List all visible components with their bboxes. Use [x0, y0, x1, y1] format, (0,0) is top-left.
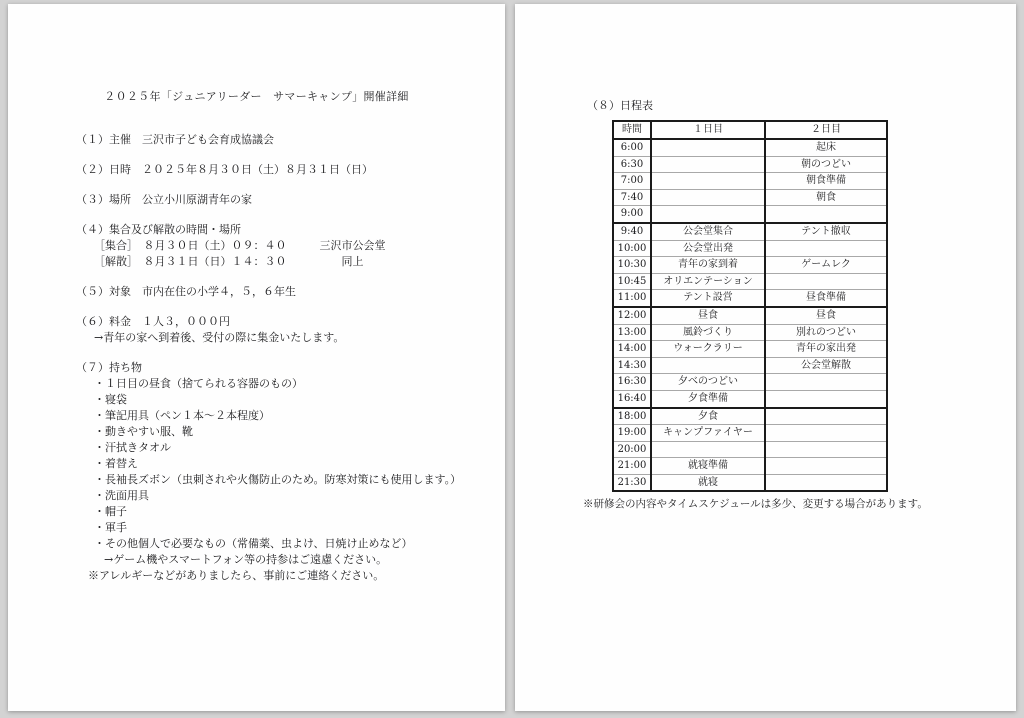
cell-day1: 夕食準備 — [651, 390, 765, 407]
cell-day2: 朝食 — [765, 189, 887, 206]
doc-line: ［解散］ ８月３１日（日）１４：３０ 同上 — [94, 255, 364, 268]
cell-day1 — [651, 357, 765, 374]
cell-day2 — [765, 390, 887, 407]
doc-line: ・長袖長ズボン（虫刺されや火傷防止のため。防寒対策にも使用します。） — [94, 473, 462, 486]
cell-day2: 公会堂解散 — [765, 357, 887, 374]
cell-day2: 青年の家出発 — [765, 341, 887, 358]
cell-time: 13:00 — [613, 324, 651, 341]
cell-day1 — [651, 139, 765, 156]
cell-day2: 朝食準備 — [765, 173, 887, 190]
table-header-row — [613, 121, 887, 139]
document-title: ２０２５年「ジュニアリーダー サマーキャンプ」開催詳細 — [104, 90, 409, 103]
cell-day2 — [765, 374, 887, 391]
cell-day2 — [765, 458, 887, 475]
cell-time: 6:00 — [613, 139, 651, 156]
table-row — [613, 458, 887, 475]
cell-day2: テント撤収 — [765, 223, 887, 240]
col-header-day2: ２日目 — [765, 121, 887, 139]
table-row — [613, 441, 887, 458]
table-row — [613, 357, 887, 374]
table-row — [613, 173, 887, 190]
table-row — [613, 257, 887, 274]
cell-day1: 公会堂出発 — [651, 240, 765, 257]
cell-time: 11:00 — [613, 290, 651, 307]
doc-line: ・着替え — [94, 457, 138, 470]
doc-line: （５）対象 市内在住の小学４，５，６年生 — [76, 285, 296, 298]
table-row — [613, 474, 887, 491]
table-row — [613, 341, 887, 358]
cell-time: 7:40 — [613, 189, 651, 206]
schedule-table — [612, 120, 888, 492]
table-row — [613, 273, 887, 290]
cell-day2: 別れのつどい — [765, 324, 887, 341]
doc-line: （１）主催 三沢市子ども会育成協議会 — [76, 133, 274, 146]
cell-day1: 公会堂集合 — [651, 223, 765, 240]
doc-line: →ゲーム機やスマートフォン等の持参はご遠慮ください。 — [104, 553, 388, 566]
schedule-table-body — [613, 139, 887, 491]
cell-time: 21:00 — [613, 458, 651, 475]
cell-time: 7:00 — [613, 173, 651, 190]
cell-day2: ゲームレク — [765, 257, 887, 274]
doc-line: ・寝袋 — [94, 393, 127, 406]
cell-day1: 青年の家到着 — [651, 257, 765, 274]
cell-time: 10:30 — [613, 257, 651, 274]
cell-day1: ウォークラリー — [651, 341, 765, 358]
table-row — [613, 307, 887, 324]
table-row — [613, 290, 887, 307]
doc-line: ・その他個人で必要なもの（常備薬、虫よけ、日焼け止めなど） — [94, 537, 413, 550]
table-row — [613, 189, 887, 206]
schedule-footnote: ※研修会の内容やタイムスケジュールは多少、変更する場合があります。 — [583, 498, 928, 511]
cell-day2: 昼食準備 — [765, 290, 887, 307]
table-row — [613, 206, 887, 223]
table-row — [613, 240, 887, 257]
cell-day1: 就寝準備 — [651, 458, 765, 475]
schedule-section-heading: （８）日程表 — [587, 99, 653, 112]
cell-day1: 風鈴づくり — [651, 324, 765, 341]
col-header-time: 時間 — [613, 121, 651, 139]
cell-day2: 昼食 — [765, 307, 887, 324]
cell-time: 9:40 — [613, 223, 651, 240]
cell-time: 9:00 — [613, 206, 651, 223]
doc-line: （６）料金 １人３，０００円 — [76, 315, 230, 328]
cell-day1: 夕べのつどい — [651, 374, 765, 391]
doc-line: ・筆記用具（ペン１本～２本程度） — [94, 409, 270, 422]
cell-day1 — [651, 189, 765, 206]
page-1 — [8, 4, 505, 711]
cell-day2 — [765, 441, 887, 458]
doc-line: （３）場所 公立小川原湖青年の家 — [76, 193, 252, 206]
doc-line: ※アレルギーなどがありましたら、事前にご連絡ください。 — [88, 569, 385, 582]
cell-time: 20:00 — [613, 441, 651, 458]
cell-time: 10:45 — [613, 273, 651, 290]
cell-day1: キャンプファイヤー — [651, 425, 765, 442]
cell-day1: 就寝 — [651, 474, 765, 491]
table-row — [613, 156, 887, 173]
cell-day1: テント設営 — [651, 290, 765, 307]
doc-line: （７）持ち物 — [76, 361, 142, 374]
cell-day2 — [765, 408, 887, 425]
cell-time: 14:30 — [613, 357, 651, 374]
doc-line: ・汗拭きタオル — [94, 441, 171, 454]
doc-line: ・軍手 — [94, 521, 127, 534]
cell-day2 — [765, 474, 887, 491]
cell-day2: 朝のつどい — [765, 156, 887, 173]
cell-day1 — [651, 206, 765, 223]
cell-time: 12:00 — [613, 307, 651, 324]
doc-line: ・１日目の昼食（捨てられる容器のもの） — [94, 377, 303, 390]
doc-line: ・動きやすい服、靴 — [94, 425, 193, 438]
doc-line: （４）集合及び解散の時間・場所 — [76, 223, 241, 236]
cell-day1 — [651, 173, 765, 190]
table-row — [613, 374, 887, 391]
page-2 — [515, 4, 1016, 711]
document-body — [8, 132, 505, 584]
doc-line: ［集合］ ８月３０日（土）０９：４０ 三沢市公会堂 — [94, 239, 386, 252]
cell-day1: 夕食 — [651, 408, 765, 425]
cell-time: 18:00 — [613, 408, 651, 425]
cell-time: 14:00 — [613, 341, 651, 358]
doc-line: ・帽子 — [94, 505, 127, 518]
cell-day2 — [765, 206, 887, 223]
cell-time: 10:00 — [613, 240, 651, 257]
cell-time: 21:30 — [613, 474, 651, 491]
cell-day1 — [651, 156, 765, 173]
cell-day2 — [765, 240, 887, 257]
cell-day1: 昼食 — [651, 307, 765, 324]
table-row — [613, 139, 887, 156]
table-row — [613, 390, 887, 407]
cell-time: 19:00 — [613, 425, 651, 442]
cell-day1 — [651, 441, 765, 458]
cell-time: 16:40 — [613, 390, 651, 407]
table-row — [613, 324, 887, 341]
cell-day2: 起床 — [765, 139, 887, 156]
doc-line: （２）日時 ２０２５年８月３０日（土）８月３１日（日） — [76, 163, 373, 176]
doc-line: ・洗面用具 — [94, 489, 149, 502]
cell-time: 16:30 — [613, 374, 651, 391]
table-row — [613, 223, 887, 240]
table-row — [613, 425, 887, 442]
col-header-day1: １日目 — [651, 121, 765, 139]
doc-line: →青年の家へ到着後、受付の際に集金いたします。 — [94, 331, 345, 344]
cell-time: 6:30 — [613, 156, 651, 173]
cell-day2 — [765, 273, 887, 290]
cell-day2 — [765, 425, 887, 442]
cell-day1: オリエンテーション — [651, 273, 765, 290]
table-row — [613, 408, 887, 425]
